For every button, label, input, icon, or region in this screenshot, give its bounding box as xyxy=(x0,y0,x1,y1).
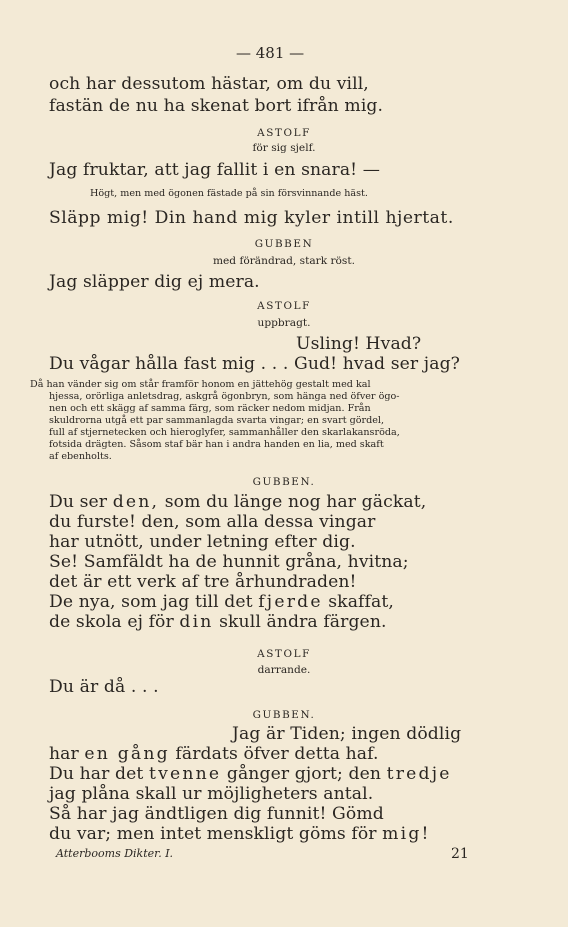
text-span: de skola ej för xyxy=(49,612,180,632)
verse-line: fastän de nu ha skenat bort ifrån mig. xyxy=(49,96,384,116)
verse-line: Se! Samfäldt ha de hunnit gråna, hvitna; xyxy=(49,552,409,572)
speaker-name: ASTOLF xyxy=(257,127,311,139)
verse-line: och har dessutom hästar, om du vill, xyxy=(49,74,369,94)
text-span: färdats öfver detta haf. xyxy=(169,744,379,764)
text-span: har xyxy=(49,744,85,764)
signature-mark: Atterbooms Dikter. I. xyxy=(56,847,174,860)
sheet-number: 21 xyxy=(451,846,469,862)
verse-line: du furste! den, som alla dessa vingar xyxy=(49,512,376,532)
spaced-emphasis: din xyxy=(179,612,214,632)
spaced-emphasis: fjerde xyxy=(258,592,323,612)
spaced-emphasis: den, xyxy=(112,492,160,512)
verse-line: Jag släpper dig ej mera. xyxy=(49,272,260,292)
text-span: De nya, som jag till det xyxy=(49,592,259,612)
verse-line xyxy=(49,492,426,512)
stage-direction: uppbragt. xyxy=(257,317,311,329)
verse-line: Du är då . . . xyxy=(49,677,159,697)
verse-line xyxy=(49,592,394,612)
text-span: gånger gjort; den xyxy=(221,764,387,784)
stage-direction-paragraph: nen och ett skägg af samma färg, som räcker nedom midjan. Från xyxy=(49,403,371,414)
verse-line: det är ett verk af tre århundraden! xyxy=(49,572,357,592)
speaker-name: GUBBEN. xyxy=(252,709,316,721)
stage-direction-paragraph: full af stjernetecken och hieroglyfer, sammanhåller den skarlakansröda, xyxy=(49,427,400,438)
speaker-name: ASTOLF xyxy=(257,300,311,312)
stage-direction: Högt, men med ögonen fästade på sin försvinnande häst. xyxy=(90,188,368,199)
stage-direction-paragraph: Då han vänder sig om står framför honom en jättehög gestalt med kal xyxy=(30,379,371,390)
stage-direction-paragraph: af ebenholts. xyxy=(49,451,112,462)
text-span: skaffat, xyxy=(322,592,394,612)
verse-line xyxy=(49,764,452,784)
spaced-emphasis: en gång xyxy=(84,744,170,764)
verse-line: Du vågar hålla fast mig . . . Gud! hvad ser jag? xyxy=(49,354,460,374)
stage-direction: med förändrad, stark röst. xyxy=(212,255,355,267)
speaker-name: GUBBEN xyxy=(254,238,314,250)
stage-direction: för sig sjelf. xyxy=(252,142,316,154)
verse-line xyxy=(49,612,387,632)
text-span: Du ser xyxy=(49,492,113,512)
spaced-emphasis: tredje xyxy=(386,764,452,784)
stage-direction-paragraph: skuldrorna utgå ett par sammanlagda svarta vingar; en svart gördel, xyxy=(49,415,385,426)
stage-direction-paragraph: fotsida drägten. Såsom staf bär han i andra handen en lia, med skaft xyxy=(49,439,384,450)
verse-line: Jag fruktar, att jag fallit i en snara! — xyxy=(49,160,381,180)
spaced-emphasis: tvenne xyxy=(148,764,222,784)
page-number: — 481 — xyxy=(236,44,305,62)
verse-line: jag plåna skall ur möjligheters antal. xyxy=(49,784,374,804)
verse-line xyxy=(49,744,379,764)
verse-line: Usling! Hvad? xyxy=(296,334,422,354)
stage-direction-paragraph: hjessa, orörliga anletsdrag, askgrå ögonbryn, som hänga ned öfver ögo- xyxy=(49,391,400,402)
verse-line: har utnött, under letning efter dig. xyxy=(49,532,356,552)
stage-direction: darrande. xyxy=(257,664,311,676)
spaced-emphasis: mig! xyxy=(382,824,431,844)
text-span: du var; men intet menskligt göms för xyxy=(49,824,383,844)
text-span: Du har det xyxy=(49,764,149,784)
verse-line: Så har jag ändtligen dig funnit! Gömd xyxy=(49,804,384,824)
text-span: skull ändra färgen. xyxy=(213,612,387,632)
verse-line: Släpp mig! Din hand mig kyler intill hjertat. xyxy=(49,208,454,228)
verse-line: Jag är Tiden; ingen dödlig xyxy=(232,724,462,744)
speaker-name: GUBBEN. xyxy=(252,476,316,488)
text-span: som du länge nog har gäckat, xyxy=(159,492,427,512)
verse-line xyxy=(49,824,431,844)
speaker-name: ASTOLF xyxy=(257,648,311,660)
